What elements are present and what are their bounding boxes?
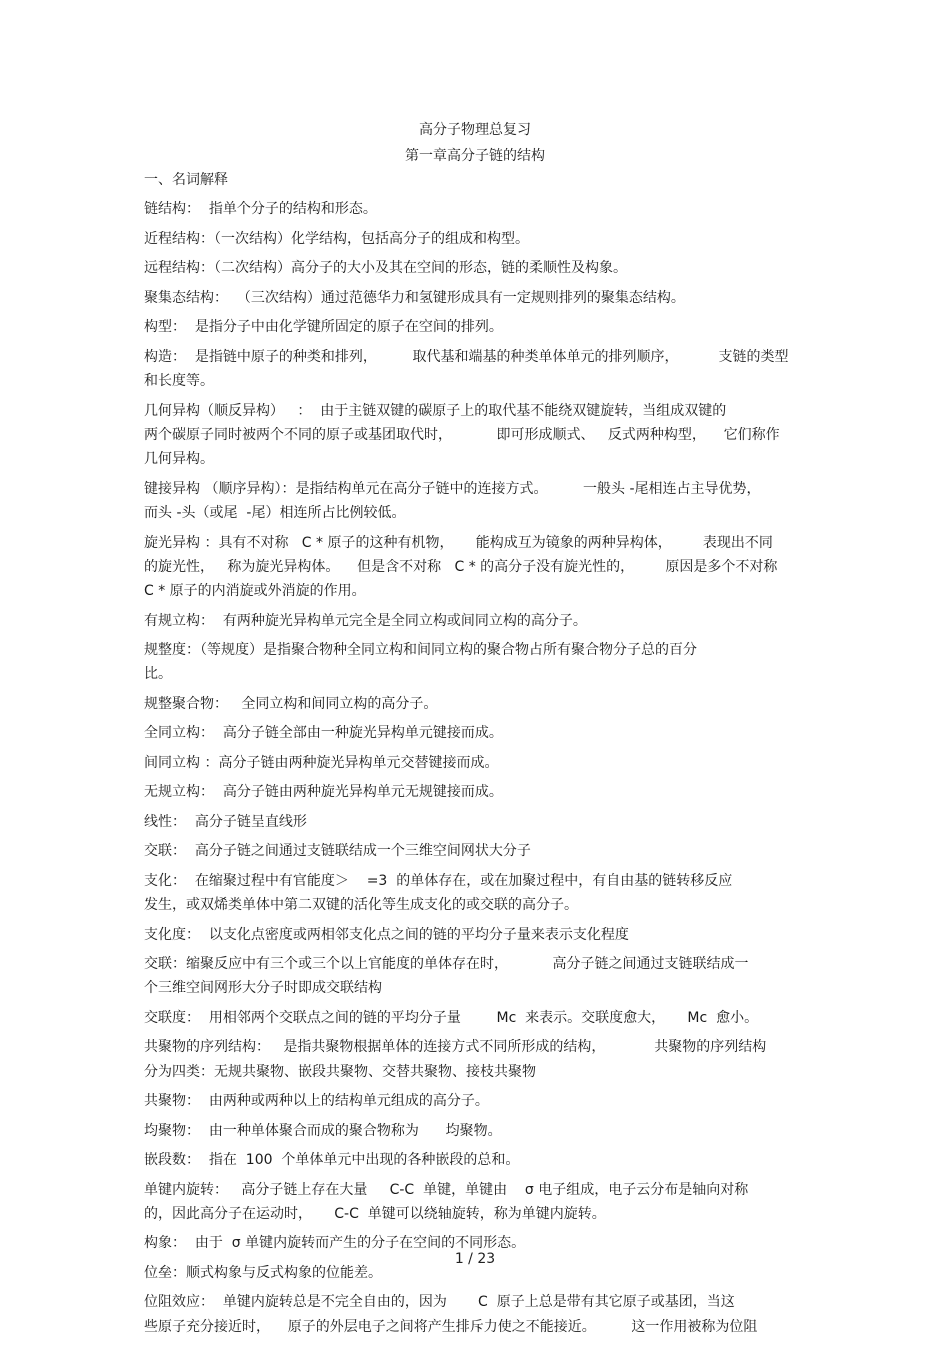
text-line: 和长度等。	[144, 373, 214, 390]
term-paragraph	[144, 721, 808, 745]
text-line: 构象： 由于 σ 单键内旋转而产生的分子在空间的不同形态。	[144, 1235, 526, 1252]
text-line: 位阻效应： 单键内旋转总是不完全自由的，因为 C 原子上总是带有其它原子或基团，当这	[144, 1294, 735, 1311]
text-line: 有规立构： 有两种旋光异构单元完全是全同立构或间同立构的高分子。	[144, 612, 587, 629]
text-line: 键接异构 （顺序异构）：是指结构单元在高分子链中的连接方式。 一般头 -尾相连占主导优势，	[144, 480, 761, 497]
term-paragraph	[144, 692, 808, 716]
term-paragraph	[144, 609, 808, 633]
text-line: 规整聚合物： 全同立构和间同立构的高分子。	[144, 695, 438, 712]
text-line: 支化度： 以支化点密度或两相邻支化点之间的链的平均分子量来表示支化程度	[144, 926, 629, 943]
text-line: 旋光异构 ：具有不对称 C * 原子的这种有机物， 能构成互为镜象的两种异构体， 表现出不同	[144, 534, 773, 551]
text-line: 两个碳原子同时被两个不同的原子或基团取代时， 即可形成顺式、 反式两种构型， 它们称作	[144, 426, 780, 443]
term-paragraph	[144, 923, 808, 947]
text-line: 共聚物的序列结构： 是指共聚物根据单体的连接方式不同所形成的结构， 共聚物的序列结构	[144, 1039, 767, 1056]
term-paragraph	[144, 1290, 808, 1339]
term-paragraph	[144, 869, 808, 918]
text-line: 几何异构（顺反异构） ： 由于主链双键的碳原子上的取代基不能绕双键旋转，当组成双键的	[144, 402, 727, 419]
term-paragraph	[144, 1006, 808, 1030]
text-line: 链结构： 指单个分子的结构和形态。	[144, 201, 377, 218]
term-paragraph	[144, 638, 808, 687]
term-paragraph	[144, 477, 808, 526]
term-paragraph	[144, 256, 808, 280]
term-paragraph	[144, 399, 808, 472]
text-line: C * 原子的内消旋或外消旋的作用。	[144, 583, 366, 600]
text-line: 而头 -头（或尾 -尾）相连所占比例较低。	[144, 505, 406, 522]
text-line: 单键内旋转： 高分子链上存在大量 C-C 单键，单键由 σ 电子组成，电子云分布是轴向对称	[144, 1181, 749, 1198]
term-paragraph	[144, 197, 808, 221]
section-heading	[144, 168, 808, 192]
term-paragraph	[144, 315, 808, 339]
term-paragraph	[144, 1035, 808, 1084]
term-paragraph	[144, 286, 808, 310]
term-paragraph	[144, 952, 808, 1001]
text-line: 近程结构：（一次结构）化学结构，包括高分子的组成和构型。	[144, 230, 529, 247]
text-line: 交联：缩聚反应中有三个或三个以上官能度的单体存在时， 高分子链之间通过支链联结成一	[144, 956, 749, 973]
text-line: 交联： 高分子链之间通过支链联结成一个三维空间网状大分子	[144, 843, 531, 860]
term-paragraph	[144, 227, 808, 251]
text-line: 间同立构 ：高分子链由两种旋光异构单元交替键接而成。	[144, 754, 499, 771]
text-line: 的旋光性， 称为旋光异构体。 但是含不对称 C * 的高分子没有旋光性的， 原因是多个不对称	[144, 558, 778, 575]
term-paragraph	[144, 839, 808, 863]
text-line: 一、名词解释	[144, 172, 228, 188]
text-line: 嵌段数： 指在 100 个单体单元中出现的各种嵌段的总和。	[144, 1152, 520, 1169]
text-line: 支化： 在缩聚过程中有官能度＞ =3 的单体存在，或在加聚过程中，有自由基的链转移反应	[144, 872, 733, 889]
text-line: 全同立构： 高分子链全部由一种旋光异构单元键接而成。	[144, 725, 503, 742]
term-paragraph	[144, 810, 808, 834]
text-line: 聚集态结构： （三次结构）通过范德华力和氢键形成具有一定规则排列的聚集态结构。	[144, 289, 685, 306]
text-line: 远程结构：（二次结构）高分子的大小及其在空间的形态，链的柔顺性及构象。	[144, 260, 627, 277]
text-line: 位垒：顺式构象与反式构象的位能差。	[144, 1264, 382, 1281]
text-line: 发生，或双烯类单体中第二双键的活化等生成支化的或交联的高分子。	[144, 897, 578, 914]
term-paragraph	[144, 531, 808, 604]
term-paragraph	[144, 780, 808, 804]
document-body	[144, 168, 808, 1339]
text-line: 些原子充分接近时， 原子的外层电子之间将产生排斥力使之不能接近。 这一作用被称为位阻	[144, 1318, 758, 1335]
text-line: 规整度：（等规度）是指聚合物种全同立构和间同立构的聚合物占所有聚合物分子总的百分	[144, 642, 697, 659]
text-line: 均聚物： 由一种单体聚合而成的聚合物称为 均聚物。	[144, 1122, 502, 1139]
text-line: 的，因此高分子在运动时， C-C 单键可以绕轴旋转，称为单键内旋转。	[144, 1205, 606, 1222]
text-line: 个三维空间网形大分子时即成交联结构	[144, 980, 382, 997]
text-line: 分为四类：无规共聚物、嵌段共聚物、交替共聚物、接枝共聚物	[144, 1063, 536, 1080]
text-line: 几何异构。	[144, 451, 214, 468]
term-paragraph	[144, 1148, 808, 1172]
term-paragraph	[144, 1089, 808, 1113]
term-paragraph	[144, 1178, 808, 1227]
text-line: 无规立构： 高分子链由两种旋光异构单元无规键接而成。	[144, 784, 503, 801]
page-number: 1 / 23	[454, 1251, 496, 1267]
term-paragraph	[144, 345, 808, 394]
text-line: 构造： 是指链中原子的种类和排列， 取代基和端基的种类单体单元的排列顺序， 支链的类型	[144, 348, 789, 365]
text-line: 比。	[144, 666, 172, 683]
chapter-heading: 第一章高分子链的结构	[405, 148, 545, 164]
document-title: 高分子物理总复习	[419, 122, 531, 138]
term-paragraph	[144, 751, 808, 775]
text-line: 共聚物： 由两种或两种以上的结构单元组成的高分子。	[144, 1093, 489, 1110]
text-line: 交联度： 用相邻两个交联点之间的链的平均分子量 Mc 来表示。交联度愈大， Mc 愈小。	[144, 1009, 759, 1026]
text-line: 线性： 高分子链呈直线形	[144, 813, 307, 830]
text-line: 构型： 是指分子中由化学键所固定的原子在空间的排列。	[144, 319, 503, 336]
term-paragraph	[144, 1119, 808, 1143]
